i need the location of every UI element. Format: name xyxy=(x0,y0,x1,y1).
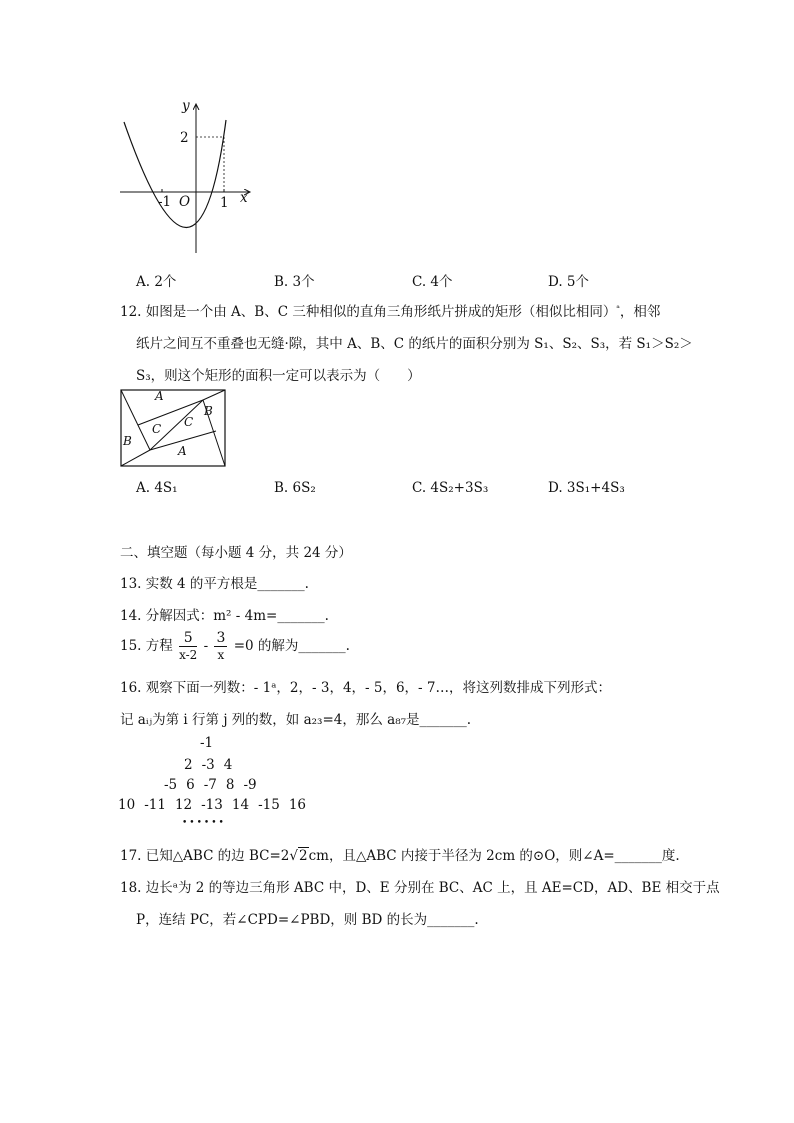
tick-label-neg1: -1 xyxy=(158,194,172,210)
array-row-4: 10 -11 12 -13 14 -15 16 xyxy=(118,797,306,813)
q14: 14. 分解因式：m² - 4m=_______. xyxy=(120,608,329,624)
array-row-1: -1 xyxy=(200,735,214,751)
q12-option-d: D. 3S₁+4S₃ xyxy=(548,480,625,496)
q11-option-b: B. 3个 xyxy=(274,274,315,290)
fig-label-b-left: B xyxy=(123,434,132,448)
origin-label: O xyxy=(179,194,191,210)
array-row-3: -5 6 -7 8 -9 xyxy=(164,777,257,793)
parabola-curve xyxy=(124,120,226,228)
q11-option-a: A. 2个 xyxy=(136,274,177,290)
array-continuation-dots: •••••• xyxy=(182,818,226,828)
rectangle-tiling-figure xyxy=(119,388,227,468)
q12-option-b: B. 6S₂ xyxy=(274,480,316,496)
fig-label-a-bottom: A xyxy=(178,444,187,458)
section-2-heading: 二、填空题（每小题 4 分，共 24 分） xyxy=(120,545,352,561)
fig-label-c-right: C xyxy=(184,415,194,429)
fraction-5-over-x-minus-2: $\frac{5}{x-2}$ xyxy=(179,630,198,662)
q12-line3: S₃，则这个矩形的面积一定可以表示为（ ） xyxy=(136,368,421,384)
fig-label-b-right: B xyxy=(204,404,213,418)
array-row-2: 2 -3 4 xyxy=(184,757,233,773)
q12-line1: 12. 如图是一个由 A、B、C 三种相似的直角三角形纸片拼成的矩形（相似比相同）$^ᵃ$，相邻 xyxy=(120,304,661,320)
x-axis-label: x xyxy=(240,190,248,206)
fraction-3-over-x: $\frac{3}{x}$ xyxy=(216,630,226,662)
q12-line2: 纸片之间互不重叠也无缝·隙，其中 A、B、C 的纸片的面积分别为 S₁、S₂、S₃，若 S₁＞S₂＞ xyxy=(136,336,693,352)
q18-line1: 18. 边长ᵃ为 2 的等边三角形 ABC 中，D、E 分别在 BC、AC 上，且 AE=CD，AD、BE 相交于点 xyxy=(120,880,720,896)
tick-label-1: 1 xyxy=(220,195,229,211)
q15: 15. 方程 $\frac{5}{x-2}$ - $\frac{3}{x}$ =0 的解为_______. xyxy=(120,630,350,662)
q11-option-c: C. 4个 xyxy=(412,274,453,290)
parabola-graph xyxy=(110,98,260,258)
q16-line2: 记 aᵢⱼ为第 i 行第 j 列的数，如 a₂₃=4，那么 a₈₇是_______. xyxy=(120,712,472,728)
q16-line1: 16. 观察下面一列数：- 1ᵃ，2，- 3，4，- 5，6，- 7…，将这列数排成下列形式： xyxy=(120,680,612,696)
fig-label-a-top: A xyxy=(155,389,164,403)
q12-option-a: A. 4S₁ xyxy=(136,480,178,496)
y-axis-label: y xyxy=(182,98,190,114)
q13: 13. 实数 4 的平方根是_______. xyxy=(120,576,309,592)
fig-label-c-left: C xyxy=(152,422,162,436)
tick-label-2: 2 xyxy=(180,130,189,146)
q12-option-c: C. 4S₂+3S₃ xyxy=(412,480,489,496)
square-root: √2 xyxy=(289,848,308,864)
q11-option-d: D. 5个 xyxy=(548,274,590,290)
q18-line2: P，连结 PC，若∠CPD=∠PBD，则 BD 的长为_______. xyxy=(136,912,479,928)
q17: 17. 已知△ABC 的边 BC=2√2cm，且△ABC 内接于半径为 2cm 的⊙O，则∠A=_______度. xyxy=(120,848,680,864)
